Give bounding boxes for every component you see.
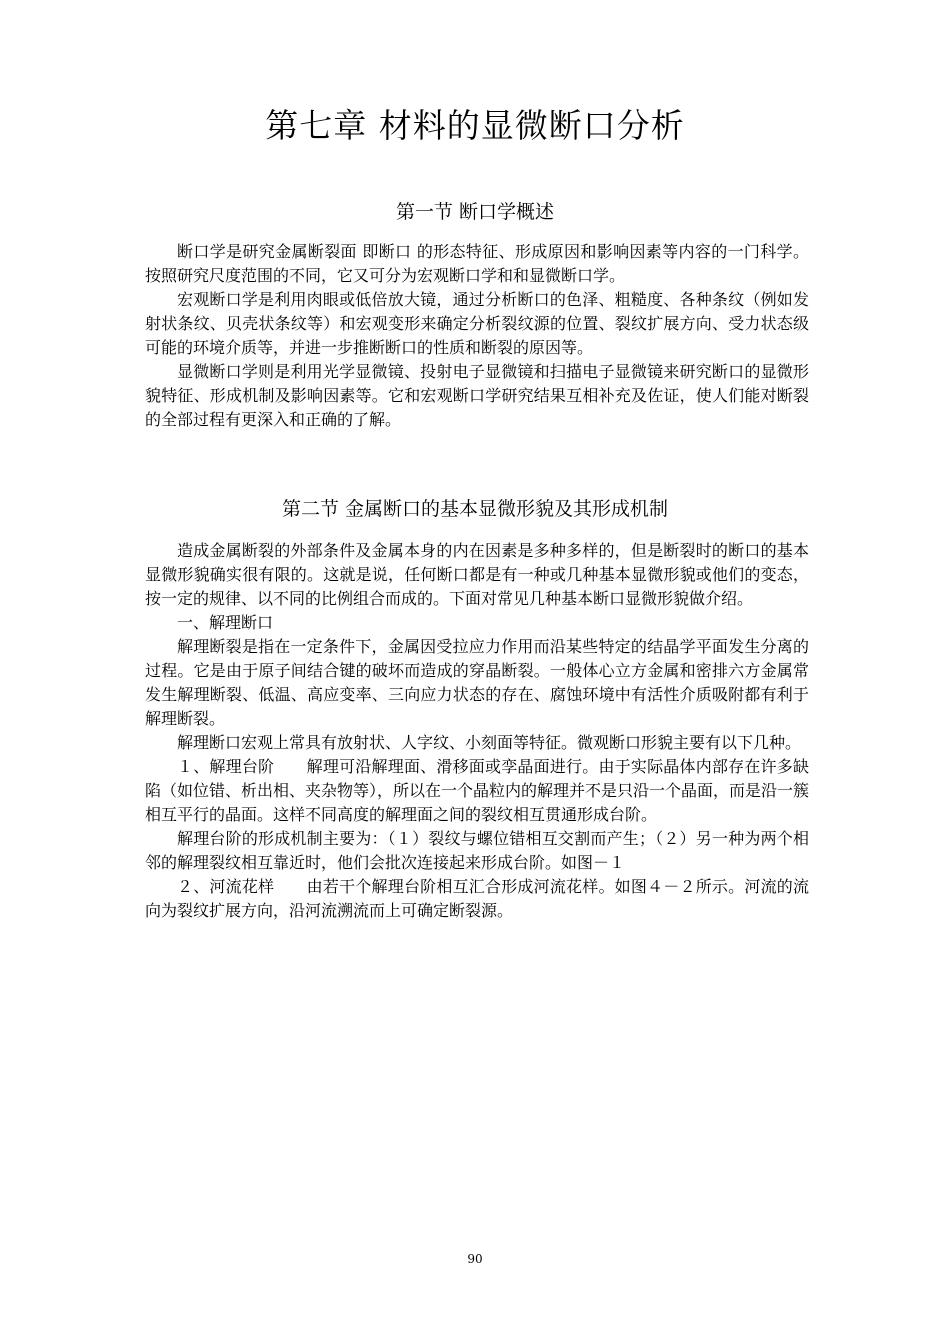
page-number: 90 [467, 1252, 483, 1266]
section-title-2: 第二节 金属断口的基本显微形貌及其形成机制 [281, 498, 669, 520]
paragraph: ２、河流花样 由若干个解理台阶相互汇合形成河流花样。如图４－２所示。河流的流向为裂纹扩展方向，沿河流溯流而上可确定断裂源。 [145, 877, 809, 920]
section-2-body [145, 539, 809, 923]
section-1-body [145, 240, 809, 432]
paragraph: 宏观断口学是利用肉眼或低倍放大镜，通过分析断口的色泽、粗糙度、各种条纹（例如发射状条纹、贝壳状条纹等）和宏观变形来确定分析裂纹源的位置、裂纹扩展方向、受力状态级可能的环境介质等，并进一步推断断口的性质和断裂的原因等。 [145, 290, 809, 357]
paragraph: 显微断口学则是利用光学显微镜、投射电子显微镜和扫描电子显微镜来研究断口的显微形貌特征、形成机制及影响因素等。它和宏观断口学研究结果互相补充及佐证，使人们能对断裂的全部过程有更深入和正确的了解。 [145, 362, 809, 429]
paragraph: 解理台阶的形成机制主要为：（１）裂纹与螺位错相互交割而产生；（２）另一种为两个相邻的解理裂纹相互靠近时，他们会批次连接起来形成台阶。如图－１ [145, 829, 809, 872]
paragraph: 解理断裂是指在一定条件下，金属因受拉应力作用而沿某些特定的结晶学平面发生分离的过程。它是由于原子间结合键的破坏而造成的穿晶断裂。一般体心立方金属和密排六方金属常发生解理断裂、低温、高应变率、三向应力状态的存在、腐蚀环境中有活性介质吸附都有利于解理断裂。 [145, 637, 809, 728]
paragraph: 造成金属断裂的外部条件及金属本身的内在因素是多种多样的，但是断裂时的断口的基本显微形貌确实很有限的。这就是说，任何断口都是有一种或几种基本显微形貌或他们的变态，按一定的规律、以不同的比例组合而成的。下面对常见几种基本断口显微形貌做介绍。 [145, 541, 809, 608]
section-title-1: 第一节 断口学概述 [395, 201, 555, 223]
paragraph: 断口学是研究金属断裂面 即断口 的形态特征、形成原因和影响因素等内容的一门科学。按照研究尺度范围的不同，它又可分为宏观断口学和和显微断口学。 [145, 242, 809, 285]
subheading: 一、解理断口 [177, 613, 274, 632]
paragraph: 解理断口宏观上常具有放射状、人字纹、小刻面等特征。微观断口形貌主要有以下几种。 [177, 733, 802, 752]
chapter-title: 第七章 材料的显微断口分析 [265, 106, 685, 145]
paragraph: １、解理台阶 解理可沿解理面、滑移面或孪晶面进行。由于实际晶体内部存在许多缺陷（如位错、析出相、夹杂物等），所以在一个晶粒内的解理并不是只沿一个晶面，而是沿一簇相互平行的晶面。这样不同高度的解理面之间的裂纹相互贯通形成台阶。 [145, 757, 810, 824]
